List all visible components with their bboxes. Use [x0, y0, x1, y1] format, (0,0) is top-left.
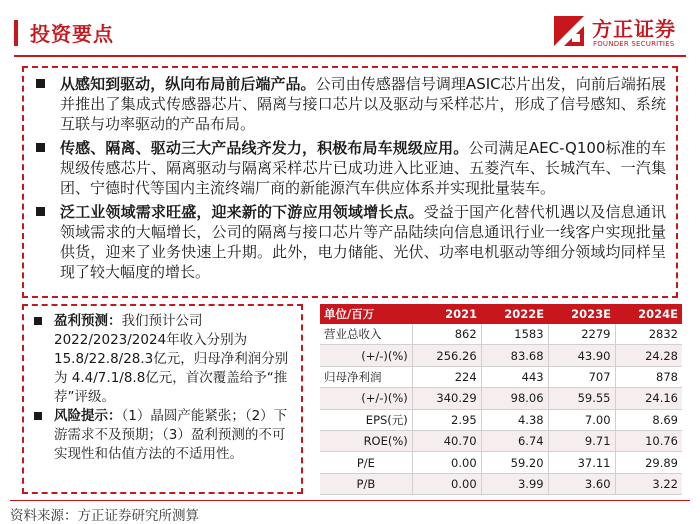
table-cell: 224 [412, 366, 481, 387]
logo-name-en: FOUNDER SECURITIES [593, 40, 675, 48]
table-cell: 256.26 [412, 345, 481, 366]
financial-forecast-table [320, 304, 682, 495]
forecast-body: 我们预计公司2022/2023/2024年收入分别为15.8/22.8/28.3亿元，归母净利润分别为 4.4/7.1/8.8亿元，首次覆盖给予“推荐”评级。 [54, 313, 289, 405]
key-point-heading: 传感、隔离、驱动三大产品线齐发力，积极布局车规级应用。 [60, 139, 469, 157]
row-label: (+/-)(%) [320, 345, 412, 366]
table-header-row [320, 304, 682, 324]
table-cell: 862 [412, 324, 481, 345]
table-row [320, 366, 682, 387]
table-row [320, 345, 682, 366]
row-label: 归母净利润 [320, 366, 412, 387]
forecast-risk-box [22, 304, 303, 494]
page-footer [0, 500, 700, 524]
table-row [320, 388, 682, 409]
table-cell: 43.90 [548, 345, 615, 366]
data-source: 资料来源：方正证券研究所测算 [10, 508, 199, 524]
table-cell: 2279 [548, 324, 615, 345]
table-cell: 340.29 [412, 388, 481, 409]
risk-warning [32, 407, 293, 464]
earnings-forecast [32, 312, 293, 407]
table-header-cell: 2021 [412, 304, 481, 324]
table-cell: 2.95 [412, 409, 481, 430]
footer-divider [10, 500, 690, 501]
row-label: (+/-)(%) [320, 388, 412, 409]
row-label: P/B [320, 473, 412, 494]
bullet-square-icon [36, 207, 45, 216]
table-cell: 1583 [481, 324, 548, 345]
table-cell: 7.00 [548, 409, 615, 430]
table-row [320, 324, 682, 345]
table-cell: 24.28 [615, 345, 682, 366]
bullet-square-icon [36, 79, 45, 88]
logo-name-cn: 方正证券 [592, 17, 676, 41]
founder-securities-logo [552, 10, 682, 56]
row-label: 营业总收入 [320, 324, 412, 345]
table-cell: 59.55 [548, 388, 615, 409]
table-row [320, 430, 682, 451]
page-header [0, 0, 700, 56]
table-header-cell: 2022E [481, 304, 548, 324]
key-point-3 [34, 202, 666, 282]
table-cell: 0.00 [412, 452, 481, 473]
table-cell: 3.22 [615, 473, 682, 494]
table-cell: 707 [548, 366, 615, 387]
founder-logo-icon [552, 14, 586, 48]
table-cell: 37.11 [548, 452, 615, 473]
table-cell: 8.69 [615, 409, 682, 430]
table-row [320, 409, 682, 430]
table-header-cell: 2024E [615, 304, 682, 324]
table-cell: 878 [615, 366, 682, 387]
table-cell: 9.71 [548, 430, 615, 451]
row-label: ROE(%) [320, 430, 412, 451]
key-point-body: 公司由传感器信号调理ASIC芯片出发，向前后端拓展并推出了集成式传感器芯片、隔离与接口芯片以及驱动与采样芯片，形成了信号感知、系统互联与功率驱动的产品布局。 [60, 75, 666, 133]
bullet-square-icon [34, 412, 42, 420]
bullet-square-icon [36, 143, 45, 152]
table-cell: 98.06 [481, 388, 548, 409]
table-row [320, 473, 682, 494]
table-cell: 3.60 [548, 473, 615, 494]
key-point-heading: 从感知到驱动，纵向布局前后端产品。 [60, 75, 316, 93]
table-cell: 83.68 [481, 345, 548, 366]
table-cell: 40.70 [412, 430, 481, 451]
row-label: EPS(元) [320, 409, 412, 430]
key-point-heading: 泛工业领域需求旺盛，迎来新的下游应用领域增长点。 [60, 203, 424, 221]
table-cell: 29.89 [615, 452, 682, 473]
table-cell: 59.20 [481, 452, 548, 473]
table-row [320, 452, 682, 473]
key-points-box [22, 66, 678, 298]
header-divider [14, 55, 686, 57]
page-title: 投资要点 [30, 22, 114, 46]
table-cell: 0.00 [412, 473, 481, 494]
table-cell: 4.38 [481, 409, 548, 430]
table-cell: 10.76 [615, 430, 682, 451]
table-cell: 6.74 [481, 430, 548, 451]
title-accent-bar [14, 20, 18, 46]
forecast-heading: 盈利预测： [54, 313, 122, 329]
table-header-cell: 单位/百万 [320, 304, 412, 324]
row-label: P/E [320, 452, 412, 473]
key-point-body: 公司满足AEC-Q100标准的车规级传感芯片、隔离驱动与隔离采样芯片已成功进入比亚迪、五菱汽车、长城汽车、一汽集团、宁德时代等国内主流终端厂商的新能源汽车供应体系并实现批量装车。 [60, 139, 666, 197]
risk-body: （1）晶圆产能紧张；（2）下游需求不及预期；（3）盈利预测的不可实现性和估值方法的不适用性。 [54, 408, 288, 462]
table-body [320, 324, 682, 495]
table-header-cell: 2023E [548, 304, 615, 324]
table-cell: 3.99 [481, 473, 548, 494]
bullet-square-icon [34, 317, 42, 325]
table-cell: 2832 [615, 324, 682, 345]
key-point-body: 受益于国产化替代机遇以及信息通讯领域需求的大幅增长，公司的隔离与接口芯片等产品陆续向信息通讯行业一线客户实现批量供货，迎来了业务快速上升期。此外，电力储能、光伏、功率电机驱动等细分领域均同样呈现了较大幅度的增长。 [60, 203, 666, 281]
table-cell: 24.16 [615, 388, 682, 409]
key-point-1 [34, 74, 666, 134]
key-point-2 [34, 138, 666, 198]
table-cell: 443 [481, 366, 548, 387]
risk-heading: 风险提示： [54, 408, 122, 424]
